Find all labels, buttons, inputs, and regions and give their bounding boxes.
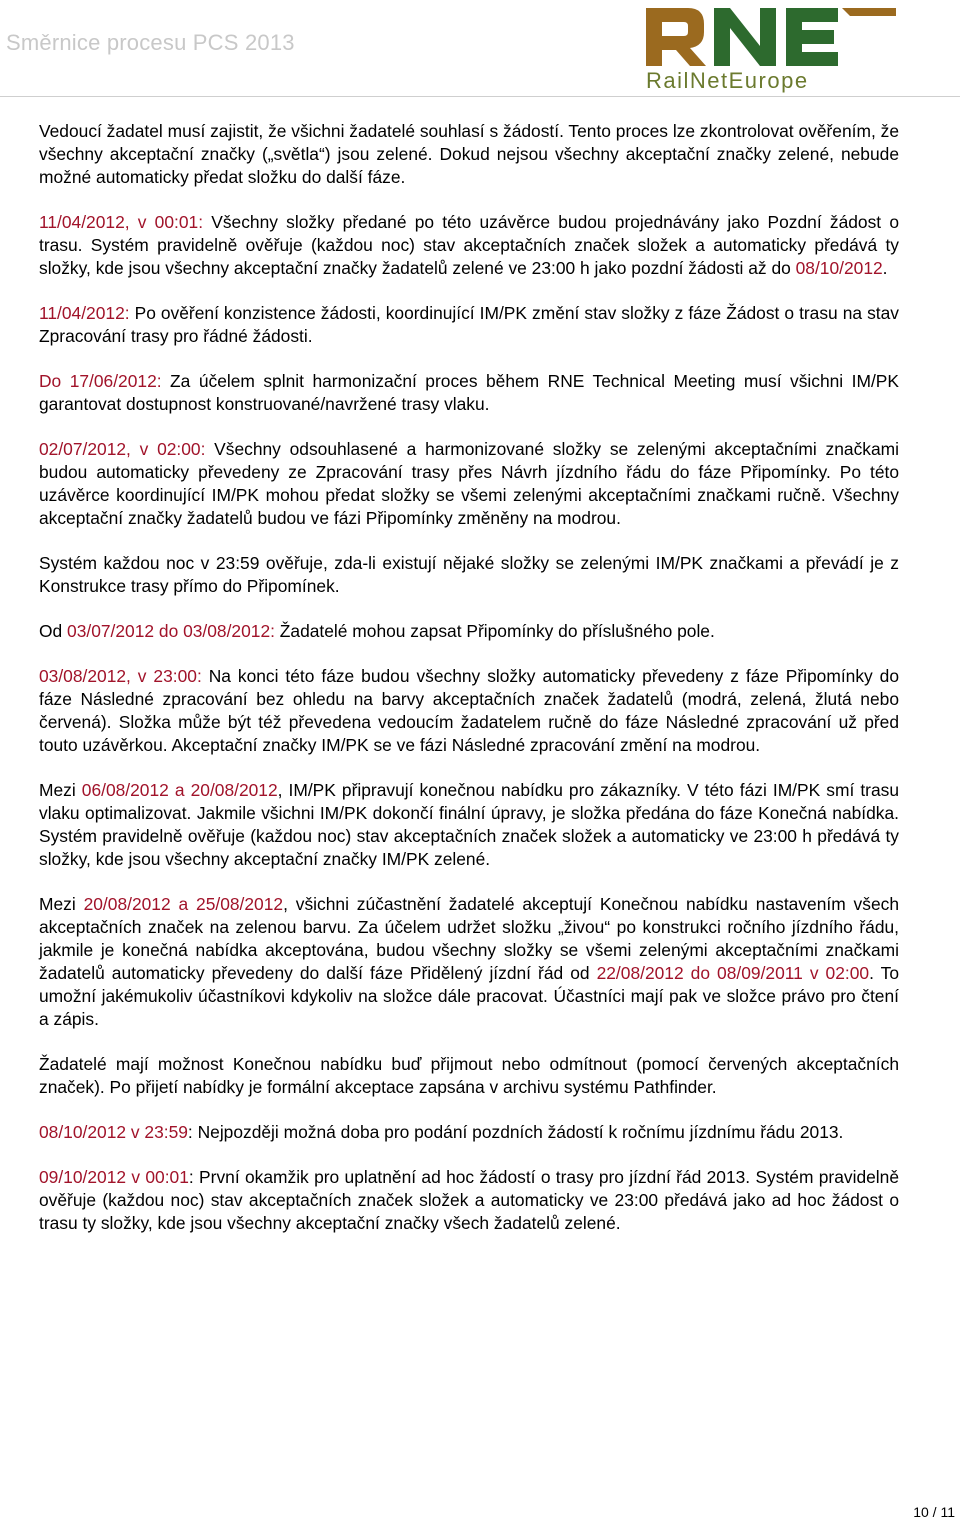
- paragraph: [39, 1053, 899, 1099]
- paragraph-text: Žadatelé mají možnost Konečnou nabídku buď přijmout nebo odmítnout (pomocí červených akceptačních značek). Po přijetí nabídky je formální akceptace zapsána v archivu systému Pathfinder.: [39, 1054, 899, 1097]
- deadline-date: 08/10/2012: [795, 258, 883, 278]
- rne-logo-icon: [642, 2, 902, 94]
- deadline-date: Do 17/06/2012:: [39, 371, 162, 391]
- deadline-date: 03/08/2012, v 23:00:: [39, 666, 202, 686]
- paragraph: [39, 665, 899, 757]
- page-number: 10 / 11: [913, 1504, 955, 1520]
- paragraph: [39, 211, 899, 280]
- paragraph: [39, 302, 899, 348]
- deadline-date: 11/04/2012, v 00:01:: [39, 212, 204, 232]
- paragraph: [39, 779, 899, 871]
- paragraph-text: Žadatelé mohou zapsat Připomínky do příslušného pole.: [274, 621, 715, 641]
- paragraph-text: Na konci této fáze budou všechny složky automaticky převedeny z fáze Připomínky do fáze Následné zpracování bez ohledu na barvy akceptačních značek žadatelů (modrá, zelená, žlutá nebo červená). Složka může být též převedena vedoucím žadatelem ručně do fáze Následné zpracování už před touto uzávěrkou. Akceptační značky IM/PK se ve fázi Následné zpracování změní na modrou.: [39, 666, 899, 755]
- paragraph: [39, 370, 899, 416]
- deadline-date: 09/10/2012 v 00:01: [39, 1167, 189, 1187]
- paragraph-text: Všechny složky předané po této uzávěrce budou projednávány jako Pozdní žádost o trasu. Systém pravidelně ověřuje (každou noc) stav akceptačních značek složek a automaticky předává ty složky, kde jsou všechny akceptační značky žadatelů zelené ve 23:00 h jako pozdní žádosti až do: [39, 212, 899, 278]
- paragraph-text: , všichni zúčastnění žadatelé akceptují Konečnou nabídku nastavením všech akceptačních značek na zelenou barvu. Za účelem udržet složku „živou“ po konstrukci ročního jízdního řádu, jakmile je konečná nabídka akceptována, budou všechny složky se všemi zelenými akceptačními značkami žadatelů automaticky převedeny do další fáze Přidělený jízdní řád od: [39, 894, 899, 983]
- paragraph-prefix: Mezi: [39, 780, 82, 800]
- paragraph-text: : Nejpozději možná doba pro podání pozdních žádostí k ročnímu jízdnímu řádu 2013.: [187, 1122, 844, 1142]
- paragraph: [39, 1121, 899, 1144]
- paragraph: [39, 893, 899, 1031]
- deadline-date: 06/08/2012 a 20/08/2012: [81, 780, 278, 800]
- deadline-date: 03/07/2012 do 03/08/2012:: [67, 621, 275, 641]
- paragraph-text: Vedoucí žadatel musí zajistit, že všichni žadatelé souhlasí s žádostí. Tento proces lze zkontrolovat ověřením, že všechny akceptační značky („světla“) jsou zelené. Dokud nejsou všechny akceptační značky zelené, nebude možné automaticky předat složku do další fáze.: [39, 121, 899, 187]
- paragraph-prefix: Od: [39, 621, 68, 641]
- deadline-date: 11/04/2012:: [39, 303, 130, 323]
- paragraph: [39, 120, 899, 189]
- deadline-date: 20/08/2012 a 25/08/2012: [83, 894, 284, 914]
- paragraph-text: Za účelem splnit harmonizační proces během RNE Technical Meeting musí všichni IM/PK garantovat dostupnost konstruované/navržené trasy vlaku.: [39, 371, 899, 414]
- rne-wordmark: RailNetEurope: [646, 68, 809, 93]
- paragraph: [39, 620, 899, 643]
- rne-logo: [642, 2, 902, 94]
- deadline-date: 02/07/2012, v 02:00:: [39, 439, 206, 459]
- paragraph-text: Všechny odsouhlasené a harmonizované složky se zelenými akceptačními značkami budou automaticky převedeny ze Zpracování trasy přes Návrh jízdního řádu do fáze Připomínky. Po této uzávěrce koordinující IM/PK mohou předat složky se všemi zelenými akceptačními značkami ručně. Všechny akceptační značky žadatelů budou ve fázi Připomínky změněny na modrou.: [39, 439, 899, 528]
- document-body: [39, 120, 899, 1257]
- paragraph: [39, 552, 899, 598]
- document-title: Směrnice procesu PCS 2013: [6, 30, 295, 55]
- paragraph-text: . To umožní jakémukoliv účastníkovi kdykoliv na složce dále pracovat. Účastníci mají pak ve složce právo pro čtení a zápis.: [39, 963, 899, 1029]
- paragraph-prefix: Mezi: [39, 894, 84, 914]
- paragraph-text: .: [882, 258, 888, 278]
- header-divider: [0, 96, 960, 97]
- paragraph-text: Po ověření konzistence žádosti, koordinující IM/PK změní stav složky z fáze Žádost o trasu na stav Zpracování trasy pro řádné žádosti.: [39, 303, 899, 346]
- paragraph-text: Systém každou noc v 23:59 ověřuje, zda-li existují nějaké složky se zelenými IM/PK značkami a převádí je z Konstrukce trasy přímo do Připomínek.: [39, 553, 899, 596]
- paragraph-text: : První okamžik pro uplatnění ad hoc žádostí o trasy pro jízdní řád 2013. Systém pravidelně ověřuje (každou noc) stav akceptačních značek složek a automaticky ve 23:00 předává jako ad hoc žádost o trasu ty složky, kde jsou všechny akceptační značky všech žadatelů zelené.: [39, 1167, 899, 1233]
- paragraph: [39, 438, 899, 530]
- paragraph: [39, 1166, 899, 1235]
- rne-logo-mark: [646, 8, 896, 66]
- deadline-date: 22/08/2012 do 08/09/2011 v 02:00: [596, 963, 870, 983]
- paragraph-text: , IM/PK připravují konečnou nabídku pro zákazníky. V této fázi IM/PK smí trasu vlaku optimalizovat. Jakmile všichni IM/PK dokončí finální úpravy, je složka předána do fáze Konečná nabídka. Systém pravidelně ověřuje (každou noc) stav akceptačních značek složek a automaticky ve 23:00 h předává ty složky, kde jsou všechny akceptační značky IM/PK zelené.: [39, 780, 899, 869]
- deadline-date: 08/10/2012 v 23:59: [39, 1122, 188, 1142]
